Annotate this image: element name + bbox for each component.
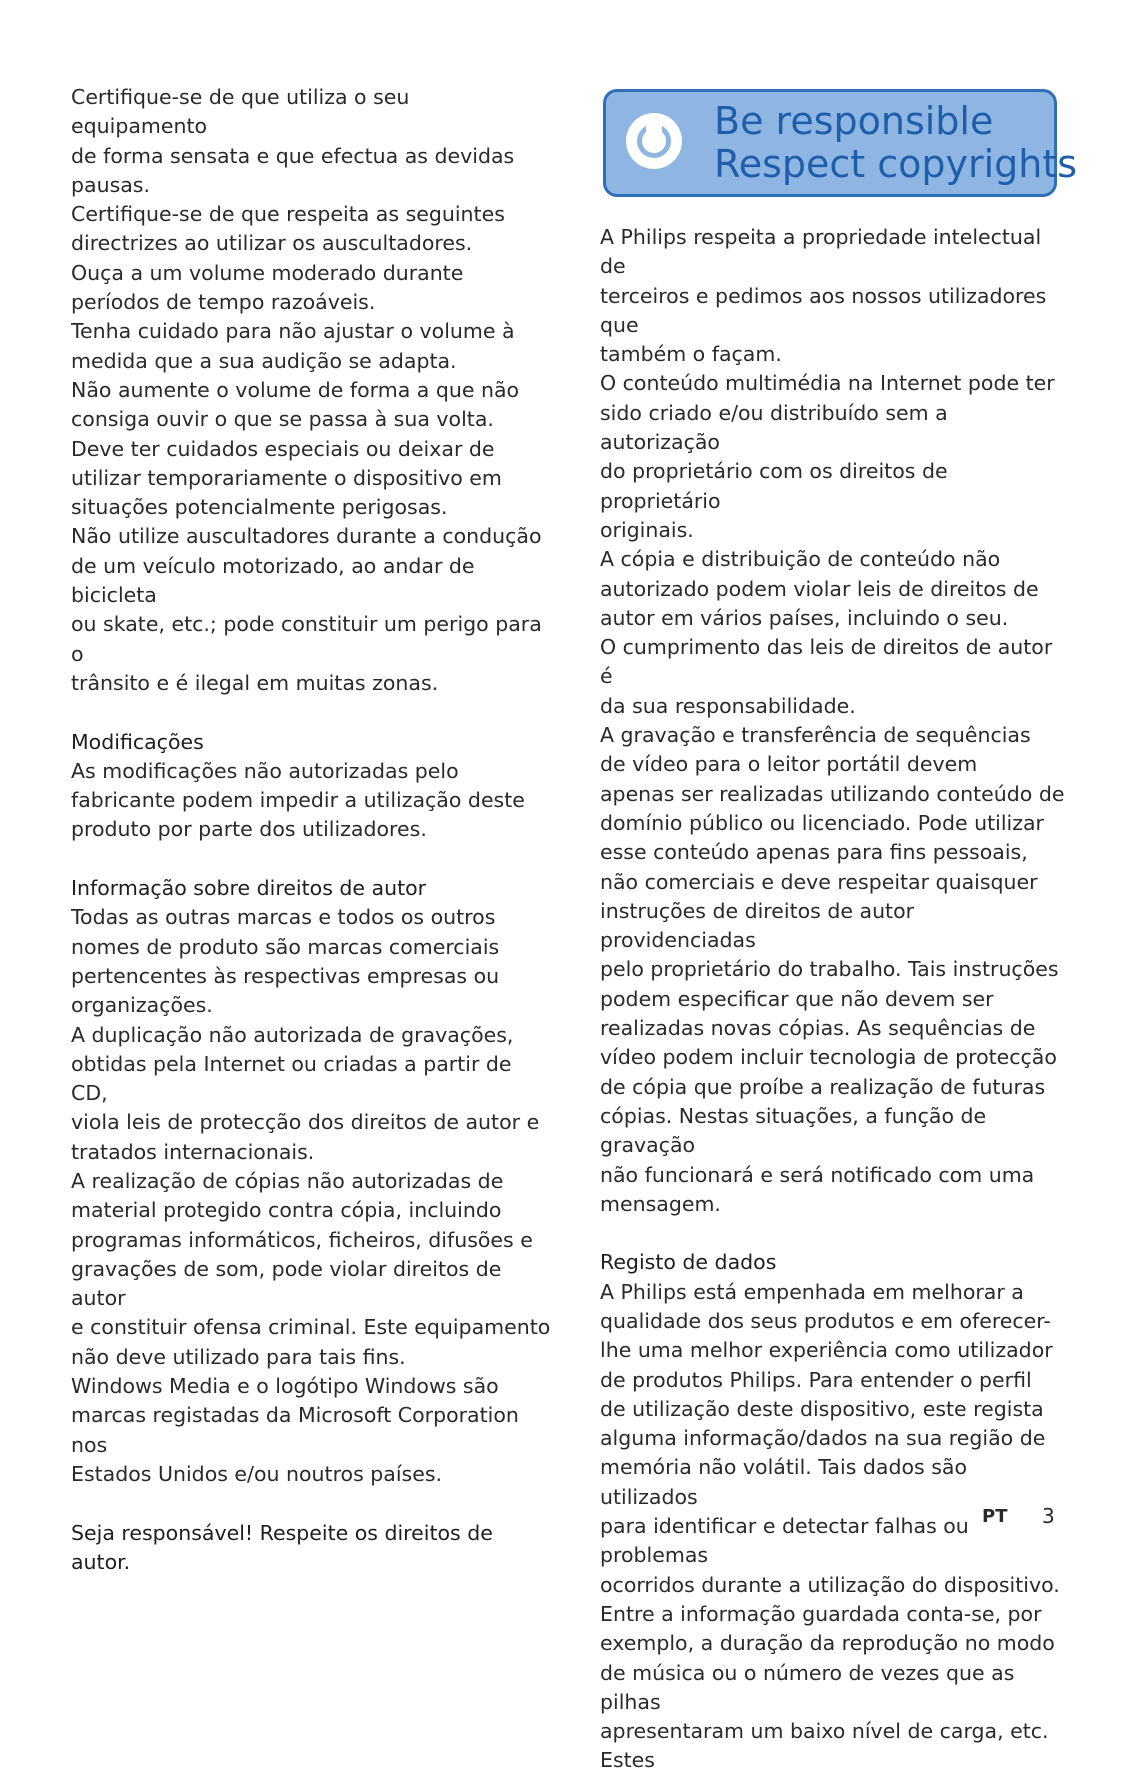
copyright-banner	[603, 89, 1078, 197]
text-line: cópias. Nestas situações, a função de gravação	[600, 1103, 987, 1158]
paragraph	[71, 1167, 551, 1372]
paragraph	[600, 721, 1070, 1219]
text-line: e constituir ofensa criminal. Este equipamento	[71, 1315, 551, 1340]
text-line: Modificações	[71, 729, 204, 754]
banner-line-2: Respect copyrights	[714, 142, 1078, 186]
text-line: nomes de produto são marcas comerciais	[71, 934, 500, 959]
text-line: medida que a sua audição se adapta.	[71, 348, 457, 373]
text-line: A Philips respeita a propriedade intelectual de	[600, 225, 1042, 279]
paragraph	[71, 903, 551, 1020]
paragraph	[71, 317, 551, 376]
text-line: pelo proprietário do trabalho. Tais instruções	[600, 957, 1059, 982]
text-line: de cópia que proíbe a realização de futuras	[600, 1074, 1046, 1099]
section-heading	[71, 1519, 551, 1578]
paragraph-gap	[71, 698, 551, 727]
text-line: alguma informação/dados na sua região de	[600, 1426, 1046, 1451]
paragraph	[71, 259, 551, 318]
text-line: de música ou o número de vezes que as pilhas	[600, 1660, 1015, 1714]
text-line: também o façam.	[600, 342, 782, 367]
right-column	[600, 223, 1070, 1776]
paragraph	[71, 376, 551, 435]
text-line: Não utilize auscultadores durante a condução	[71, 524, 542, 549]
text-line: A duplicação não autorizada de gravações,	[71, 1022, 514, 1047]
text-line: lhe uma melhor experiência como utilizador	[600, 1338, 1053, 1363]
text-line: de utilização deste dispositivo, este regista	[600, 1396, 1044, 1421]
footer-page-number: 3	[1042, 1504, 1055, 1528]
section-heading	[71, 874, 551, 903]
paragraph-gap	[600, 1219, 1070, 1248]
text-line: não funcionará e será notificado com uma	[600, 1162, 1035, 1187]
text-line: consiga ouvir o que se passa à sua volta.	[71, 407, 494, 432]
section-heading	[600, 1248, 1070, 1277]
paragraph	[71, 435, 551, 523]
text-line: Não aumente o volume de forma a que não	[71, 377, 520, 402]
text-line: pausas.	[71, 172, 151, 197]
text-line: gravações de som, pode violar direitos de autor	[71, 1256, 502, 1311]
text-line: organizações.	[71, 993, 213, 1018]
text-line: domínio público ou licenciado. Pode utilizar	[600, 810, 1044, 835]
text-line: viola leis de protecção dos direitos de autor e	[71, 1110, 540, 1135]
text-line: de vídeo para o leitor portátil devem	[600, 752, 978, 777]
text-line: trânsito e é ilegal em muitas zonas.	[71, 670, 439, 695]
text-line: de um veículo motorizado, ao andar de bicicleta	[71, 553, 475, 608]
text-line: tratados internacionais.	[71, 1139, 315, 1164]
text-line: realizadas novas cópias. As sequências de	[600, 1016, 1036, 1041]
text-line: vídeo podem incluir tecnologia de protecção	[600, 1045, 1057, 1070]
paragraph	[600, 223, 1070, 369]
text-line: pertencentes às respectivas empresas ou	[71, 963, 500, 988]
text-line: instruções de direitos de autor providenciadas	[600, 898, 915, 953]
text-line: originais.	[600, 517, 694, 542]
paragraph	[71, 757, 551, 845]
text-line: de forma sensata e que efectua as devidas	[71, 143, 515, 168]
text-line: memória não volátil. Tais dados são utilizados	[600, 1455, 967, 1509]
paragraph-gap	[71, 845, 551, 874]
text-line: autorizado podem violar leis de direitos de	[600, 576, 1039, 601]
text-line: O cumprimento das leis de direitos de autor é	[600, 635, 1053, 689]
paragraph	[71, 522, 551, 698]
text-line: do proprietário com os direitos de proprietário	[600, 459, 948, 513]
text-line: A cópia e distribuição de conteúdo não	[600, 547, 1001, 572]
text-line: de produtos Philips. Para entender o perfil	[600, 1367, 1032, 1392]
text-line: autor em vários países, incluindo o seu.	[600, 605, 1009, 630]
text-line: A realização de cópias não autorizadas de	[71, 1168, 504, 1193]
text-line: A Philips está empenhada em melhorar a	[600, 1279, 1024, 1304]
text-line: esse conteúdo apenas para fins pessoais,	[600, 840, 1028, 865]
text-line: Ouça a um volume moderado durante	[71, 260, 464, 285]
text-line: Estados Unidos e/ou noutros países.	[71, 1461, 443, 1486]
paragraph	[71, 200, 551, 259]
text-line: ocorridos durante a utilização do dispositivo.	[600, 1572, 1060, 1597]
text-line: directrizes ao utilizar os auscultadores.	[71, 231, 473, 256]
text-line: terceiros e pedimos aos nossos utilizadores que	[600, 283, 1047, 337]
text-line: exemplo, a duração da reprodução no modo	[600, 1631, 1055, 1656]
paragraph	[600, 369, 1070, 545]
paragraph	[71, 83, 551, 200]
text-line: Todas as outras marcas e todos os outros	[71, 905, 496, 930]
text-line: As modificações não autorizadas pelo	[71, 758, 459, 783]
text-line: Deve ter cuidados especiais ou deixar de	[71, 436, 495, 461]
banner-text	[714, 100, 1077, 186]
banner-line-1: Be responsible	[714, 99, 994, 143]
text-line: Certifique-se de que respeita as seguintes	[71, 202, 505, 227]
paragraph	[71, 1021, 551, 1167]
text-line: marcas registadas da Microsoft Corporation nos	[71, 1403, 519, 1457]
text-line: fabricante podem impedir a utilização deste	[71, 788, 525, 813]
text-line: Tenha cuidado para não ajustar o volume à	[71, 319, 515, 344]
text-line: O conteúdo multimédia na Internet pode ter	[600, 371, 1055, 396]
text-line: A gravação e transferência de sequências	[600, 723, 1031, 748]
text-line: apenas ser realizadas utilizando conteúdo de	[600, 781, 1065, 806]
text-line: Registo de dados	[600, 1250, 777, 1275]
text-line: para identificar e detectar falhas ou problemas	[600, 1514, 969, 1568]
text-line: ou skate, etc.; pode constituir um perigo para o	[71, 612, 542, 666]
paragraph	[71, 1372, 551, 1489]
power-icon	[626, 113, 682, 169]
text-line: produto por parte dos utilizadores.	[71, 817, 427, 842]
text-line: não comerciais e deve respeitar quaisquer	[600, 869, 1038, 894]
paragraph	[600, 545, 1070, 633]
text-line: utilizar temporariamente o dispositivo em	[71, 465, 502, 490]
footer-language: PT	[982, 1506, 1008, 1527]
text-line: Certifique-se de que utiliza o seu equipamento	[71, 85, 410, 139]
section-heading	[71, 728, 551, 757]
paragraph	[600, 633, 1070, 721]
text-line: material protegido contra cópia, incluindo	[71, 1198, 502, 1223]
text-line: qualidade dos seus produtos e em oferecer-	[600, 1308, 1051, 1333]
text-line: mensagem.	[600, 1191, 721, 1216]
paragraph-gap	[71, 1489, 551, 1518]
text-line: apresentaram um baixo nível de carga, etc. Estes	[600, 1719, 1049, 1773]
text-line: Entre a informação guardada conta-se, por	[600, 1601, 1042, 1626]
text-line: sido criado e/ou distribuído sem a autorização	[600, 400, 948, 455]
text-line: da sua responsabilidade.	[600, 693, 856, 718]
text-line: situações potencialmente perigosas.	[71, 495, 448, 520]
text-line: não deve utilizado para tais fins.	[71, 1344, 406, 1369]
text-line: Seja responsável! Respeite os direitos de	[71, 1520, 493, 1545]
text-line: Informação sobre direitos de autor	[71, 876, 427, 901]
text-line: podem especificar que não devem ser	[600, 986, 994, 1011]
text-line: autor.	[71, 1549, 131, 1574]
text-line: programas informáticos, ficheiros, difusões e	[71, 1227, 533, 1252]
text-line: períodos de tempo razoáveis.	[71, 290, 376, 315]
left-column	[71, 83, 551, 1577]
text-line: obtidas pela Internet ou criadas a partir de CD,	[71, 1051, 512, 1106]
text-line: Windows Media e o logótipo Windows são	[71, 1374, 499, 1399]
